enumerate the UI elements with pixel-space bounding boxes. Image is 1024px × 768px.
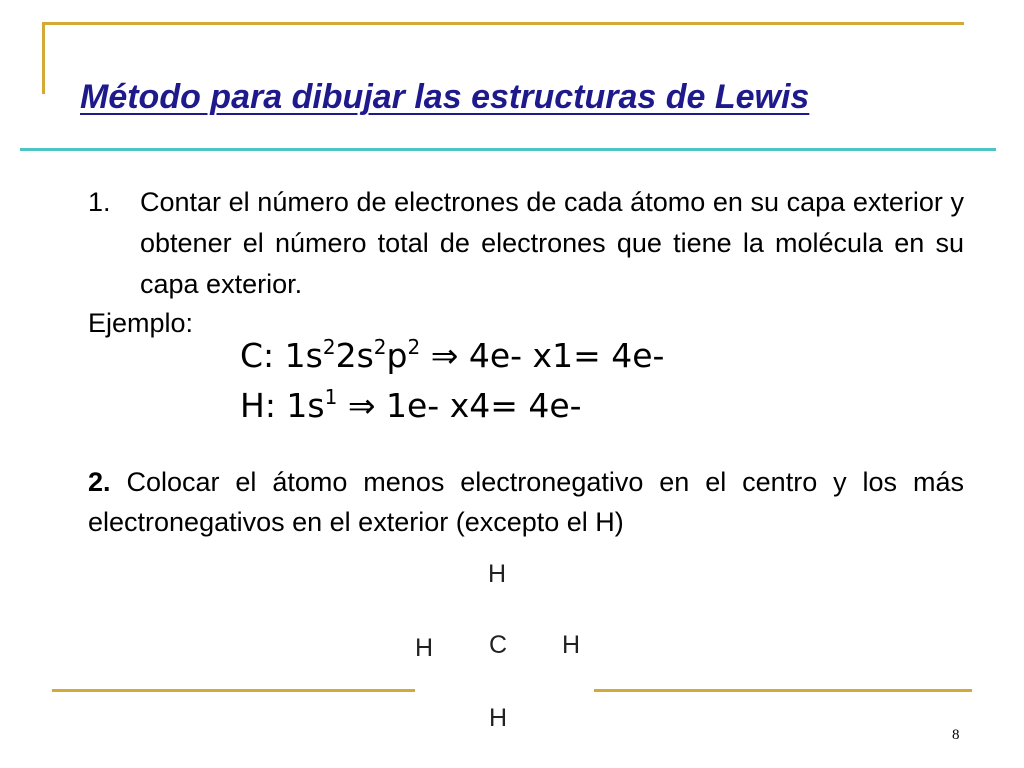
title-divider: [20, 148, 996, 151]
step-2-text: Colocar el átomo menos electronegativo en el centro y los más electronegativos en el exterior (excepto el H): [88, 467, 964, 537]
formula-carbon: C: $1s^22s^2p^2$ ⇒ 4e- x1= 4e-: [240, 335, 665, 375]
step-1-number: 1.: [88, 187, 111, 217]
atom-c-center: C: [489, 631, 508, 659]
step-1: [88, 182, 964, 305]
frame-line-top: [42, 22, 964, 25]
atom-h-top: H: [488, 560, 507, 588]
atom-h-left: H: [415, 634, 434, 662]
atom-h-right: H: [562, 631, 581, 659]
implies-arrow: ⇒: [420, 336, 469, 375]
frame-line-bottom-right: [594, 689, 972, 692]
frame-line-left: [42, 22, 45, 94]
page-number: 8: [952, 727, 960, 743]
step-2: [88, 462, 964, 542]
step-2-number: 2.: [88, 467, 111, 497]
implies-arrow: ⇒: [337, 386, 386, 425]
example-label: Ejemplo:: [88, 308, 194, 338]
atom-h-bottom: H: [489, 704, 508, 732]
formula-hydrogen: H: $1s^1$ ⇒ 1e- x4= 4e-: [240, 385, 582, 425]
step-1-text: Contar el número de electrones de cada átomo en su capa exterior y obtener el número total de electrones que tiene la molécula en su capa exterior.: [140, 187, 964, 299]
frame-line-bottom-left: [52, 689, 415, 692]
slide-title: Método para dibujar las estructuras de Lewis: [80, 78, 810, 116]
